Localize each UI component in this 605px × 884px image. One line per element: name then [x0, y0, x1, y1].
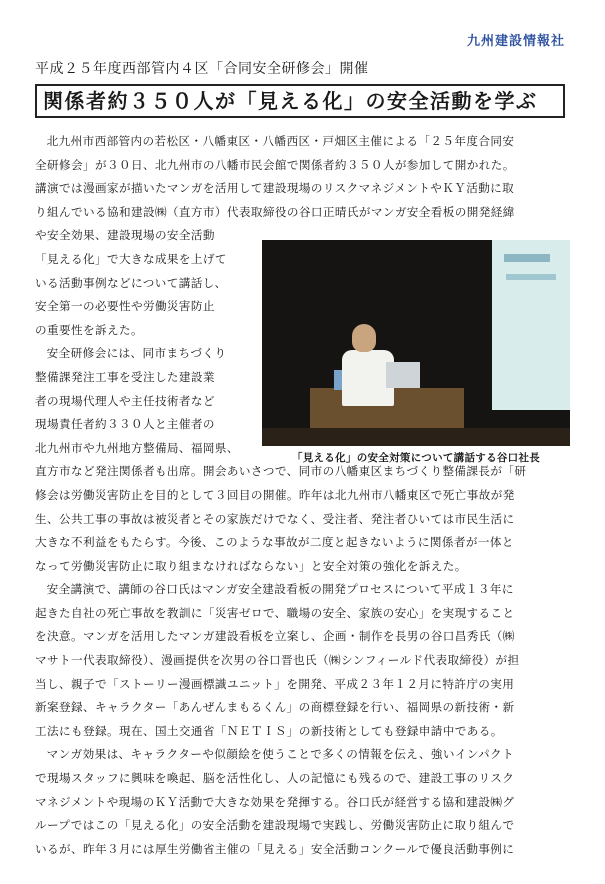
paragraph-1	[35, 130, 570, 342]
text-line: 大きな不利益をもたらす。今後、このような事故が二度と起きないように関係者が一体と	[35, 535, 514, 550]
paragraph-4	[35, 743, 570, 861]
text-line: マンガ効果は、キャラクターや似顔絵を使うことで多くの情報を伝え、強いインパクト	[46, 747, 515, 762]
text-line: で現場スタッフに興味を喚起、脳を活性化し、人の記憶にも残るので、建設工事のリスク	[35, 771, 515, 786]
text-line: 整備課発注工事を受注した建設業	[35, 369, 215, 384]
text-line: マサト一代表取締役）、漫画提供を次男の谷口晋也氏（㈱シンフィールド代表取締役）が担	[35, 653, 520, 668]
text-line: 直方市など発注関係者も出席。開会あいさつで、同市の八幡東区まちづくり整備課長が「研	[35, 464, 527, 479]
text-line: 安全第一の必要性や労働災害防止	[35, 299, 215, 314]
paragraph-2	[35, 342, 570, 578]
text-line: の重要性を訴えた。	[35, 322, 143, 337]
text-line: 新案登録、キャラクター「あんぜんまもるくん」の商標登録を行い、福岡県の新技術・新	[35, 700, 515, 715]
text-line: 北九州市西部管内の若松区・八幡東区・八幡西区・戸畑区主催による「２５年度合同安	[46, 134, 515, 148]
text-line: 修会は労働災害防止を目的として３回目の開催。昨年は北九州市八幡東区で死亡事故が発	[35, 487, 515, 502]
photo-caption: 「見える化」の安全対策について講話する谷口社長	[291, 452, 541, 464]
text-line: 起きた自社の死亡事故を教訓に「災害ゼロで、職場の安全、家族の安心」を実現すること	[35, 605, 515, 620]
text-line: いる活動事例などについて講話し、	[35, 275, 227, 290]
text-line: 安全研修会には、同市まちづくり	[46, 346, 227, 361]
text-line: 生、公共工事の事故は被災者とその家族だけでなく、受注者、発注者ひいては市民生活に	[35, 511, 515, 526]
text-line: なって労働災害防止に取り組まなければならない」と安全対策の強化を訴えた。	[35, 558, 467, 573]
article-subheading: 平成２５年度西部管内４区「合同安全研修会」開催	[35, 61, 369, 77]
paragraph-3	[35, 578, 570, 743]
text-line: 北九州市や九州地方整備局、福岡県、	[35, 440, 239, 455]
text-line: 講演では漫画家が描いたマンガを活用して建設現場のリスクマネジメントやＫＹ活動に取	[35, 181, 515, 196]
text-line: マネジメントや現場のＫＹ活動で大きな効果を発揮する。谷口氏が経営する協和建設㈱グ	[35, 794, 515, 809]
text-line: 現場責任者約３３０人と主催者の	[35, 417, 215, 432]
text-line: 者の現場代理人や主任技術者など	[35, 393, 215, 408]
text-line: いるが、昨年３月には厚生労働省主催の「見える」安全活動コンクールで優良活動事例に	[35, 841, 515, 856]
article-body	[35, 130, 570, 861]
text-line: 安全講演で、講師の谷口氏はマンガ安全建設看板の開発プロセスについて平成１３年に	[46, 582, 514, 597]
text-line: 「見える化」で大きな成果を上げて	[35, 251, 227, 266]
text-line: や安全効果、建設現場の安全活動	[35, 228, 215, 243]
publisher-name: 九州建設情報社	[466, 34, 565, 49]
text-line: ループではこの「見える化」の安全活動を建設現場で実践し、労働災害防止に取り組んで	[35, 818, 515, 833]
text-line: 当し、親子で「ストーリー漫画標識ユニット」を開発、平成２３年１２月に特許庁の実用	[35, 676, 515, 691]
text-line: り組んでいる協和建設㈱（直方市）代表取締役の谷口正晴氏がマンガ安全看板の開発経緯	[35, 204, 515, 219]
text-line: を決意。マンガを活用したマンガ建設看板を立案し、企画・制作を長男の谷口昌秀氏（㈱	[35, 629, 515, 644]
text-line: 全研修会」が３０日、北九州市の八幡市民会館で関係者約３５０人が参加して開かれた。	[35, 157, 515, 172]
text-line: 工法にも登録。現在、国土交通省「ＮＥＴＩＳ」の新技術としても登録申請中である。	[35, 723, 503, 738]
article-headline: 関係者約３５０人が「見える化」の安全活動を学ぶ	[35, 84, 565, 118]
